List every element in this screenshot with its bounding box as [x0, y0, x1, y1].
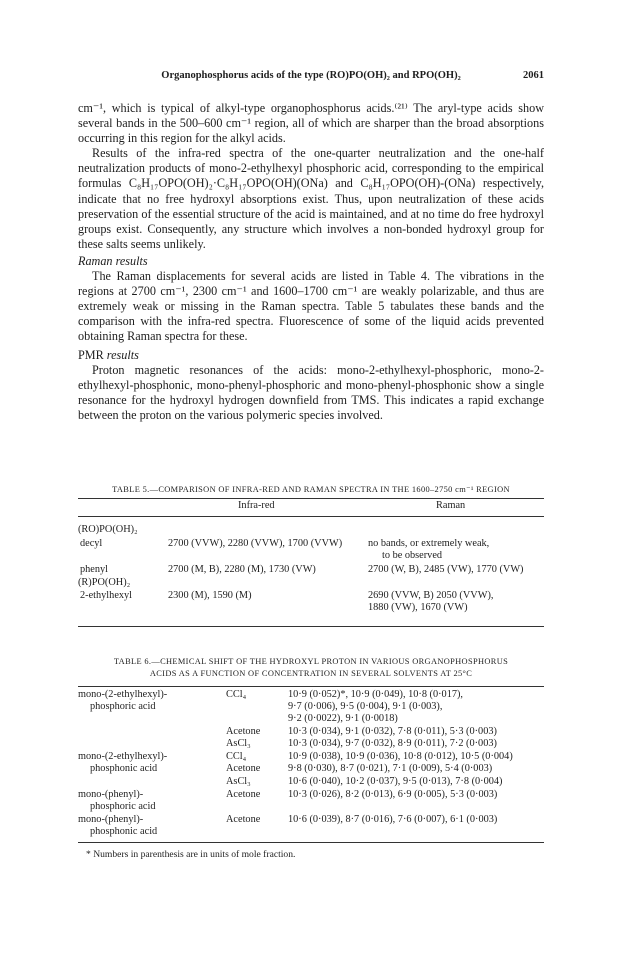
table-row	[78, 801, 544, 813]
table6-cell-acid: phosphoric acid	[90, 701, 156, 712]
table6-cell-solvent: AsCl₃	[226, 738, 251, 749]
table6-cell-shifts: 10·6 (0·039), 8·7 (0·016), 7·6 (0·007), 6·1 (0·003)	[288, 814, 498, 825]
table6-cell-acid: phosphonic acid	[90, 826, 158, 837]
table6-caption-line2: ACIDS AS A FUNCTION OF CONCENTRATION IN SEVERAL SOLVENTS AT 25°C	[149, 669, 473, 678]
body-text	[78, 101, 544, 423]
table6-cell-acid: mono-(phenyl)-	[78, 814, 144, 825]
table-row	[78, 751, 544, 763]
paragraph-4: Proton magnetic resonances of the acids: mono-2-ethylhexyl-phosphoric, mono-2-ethylhexyl-phosphonic, mono-phenyl-phosphoric and mono-phenyl-phosphonic show a single resonance for the hydroxyl hydrogen downfield from TMS. This indicates a rapid exchange between the proton on the various polymeric species involved.	[78, 362, 544, 422]
table5-top-rule	[78, 498, 544, 499]
table-row	[78, 826, 544, 838]
running-title: Organophosphorus acids of the type (RO)PO(OH)₂ and RPO(OH)₂	[161, 70, 461, 81]
section-heading-pmr	[78, 348, 544, 363]
table6-cell-acid: phosphonic acid	[90, 763, 158, 774]
table-row	[78, 726, 544, 738]
table5-cell-raman-cont: to be observed	[382, 550, 443, 561]
table6-cell-solvent: Acetone	[226, 814, 261, 825]
table5-col-raman: Raman	[436, 500, 466, 511]
table6-cell-solvent: CCl₄	[226, 751, 247, 762]
table5-cell-raman: 2700 (W, B), 2485 (VW), 1770 (VW)	[368, 564, 524, 575]
table-row	[78, 776, 544, 788]
table-row	[78, 763, 544, 775]
table6-cell-shifts: 9·7 (0·006), 9·5 (0·004), 9·1 (0·003),	[288, 701, 443, 712]
table-row	[78, 814, 544, 826]
table6-cell-solvent: Acetone	[226, 789, 261, 800]
table5-cell-ir: 2700 (VVW), 2280 (VVW), 1700 (VVW)	[168, 538, 343, 549]
table5-cell-name: 2-ethylhexyl	[80, 590, 133, 601]
table6-cell-shifts: 10·3 (0·034), 9·1 (0·032), 7·8 (0·011), 5·3 (0·003)	[288, 726, 497, 737]
table6-cell-acid: mono-(2-ethylhexyl)-	[78, 689, 168, 700]
table6-cell-shifts: 10·3 (0·026), 8·2 (0·013), 6·9 (0·005), 5·3 (0·003)	[288, 789, 498, 800]
section-heading-raman: Raman results	[78, 253, 148, 268]
table6-cell-shifts: 10·9 (0·038), 10·9 (0·036), 10·8 (0·012), 10·5 (0·004)	[288, 751, 513, 762]
table6-cell-solvent: CCl₄	[226, 689, 247, 700]
table6-caption-line1: TABLE 6.—CHEMICAL SHIFT OF THE HYDROXYL PROTON IN VARIOUS ORGANOPHOSPHORUS	[113, 657, 509, 666]
table6-caption	[78, 656, 544, 680]
table6-bottom-rule	[78, 842, 544, 843]
table6-cell-solvent: AsCl₃	[226, 776, 251, 787]
table6-cell-acid: mono-(2-ethylhexyl)-	[78, 751, 168, 762]
table5-bottom-rule	[78, 626, 544, 627]
table6-cell-shifts: 10·9 (0·052)*, 10·9 (0·049), 10·8 (0·017),	[288, 689, 464, 700]
table5-cell-name: phenyl	[80, 564, 109, 575]
pmr-heading-a: PMR	[78, 347, 107, 362]
table6-cell-shifts: 10·6 (0·040), 10·2 (0·037), 9·5 (0·013), 7·8 (0·004)	[288, 776, 503, 787]
table5-cell-raman-cont: 1880 (VW), 1670 (VW)	[368, 602, 468, 613]
table5-cell-ir: 2700 (M, B), 2280 (M), 1730 (VW)	[168, 564, 316, 575]
table5-cell-ir: 2300 (M), 1590 (M)	[168, 590, 252, 601]
table-row	[78, 701, 544, 713]
table6-footnote: * Numbers in parenthesis are in units of mole fraction.	[86, 849, 296, 860]
table6-cell-shifts: 9·8 (0·030), 8·7 (0·021), 7·1 (0·009), 5·4 (0·003)	[288, 763, 493, 774]
table5-cell-raman: 2690 (VVW, B) 2050 (VVW),	[368, 590, 494, 601]
table5-group-2: (R)PO(OH)₂	[78, 577, 131, 588]
table-row	[78, 789, 544, 801]
table5-cell-raman: no bands, or extremely weak,	[368, 538, 490, 549]
table6-cell-solvent: Acetone	[226, 726, 261, 737]
paragraph-1: cm⁻¹, which is typical of alkyl-type organophosphorus acids.⁽²¹⁾ The aryl-type acids show several bands in the 500–600 cm⁻¹ region, all of which are sharper than the broad absorptions occurring in this region for the alkyl acids.	[78, 101, 544, 146]
table5-cell-name: decyl	[80, 538, 103, 549]
table6-cell-shifts: 9·2 (0·0022), 9·1 (0·0018)	[288, 713, 398, 724]
running-header	[78, 70, 544, 86]
table6-cell-shifts: 10·3 (0·034), 9·7 (0·032), 8·9 (0·011), 7·2 (0·003)	[288, 738, 497, 749]
table5-header-rule	[78, 516, 544, 517]
paragraph-2: Results of the infra-red spectra of the one-quarter neutralization and the one-half neutralization products of mono-2-ethylhexyl phosphoric acid, corresponding to the empirical formulas C₈H₁₇OPO(OH)₂·C₈H₁₇OPO(OH)(ONa) and C₈H₁₇OPO(OH)-(ONa) respectively, indicate that no free hydroxyl absorptions exist. Thus, upon neutralization of these acids preservation of the essential structure of the acid is maintained, and at no time do free hydroxyl groups exist. Consequently, any structure which involves a non-bonded hydroxyl group for these salts seems unlikely.	[78, 146, 544, 251]
table5-caption: TABLE 5.—COMPARISON OF INFRA-RED AND RAMAN SPECTRA IN THE 1600–2750 cm⁻¹ REGION	[112, 485, 510, 494]
table6-cell-acid: phosphoric acid	[90, 801, 156, 812]
table6-top-rule	[78, 686, 544, 687]
table5-col-ir: Infra-red	[238, 500, 275, 511]
table-row	[78, 713, 544, 725]
paragraph-3: The Raman displacements for several acids are listed in Table 4. The vibrations in the regions at 2700 cm⁻¹, 2300 cm⁻¹ and 1600–1700 cm⁻¹ are weakly polarizable, and thus are extremely weak or missing in the Raman spectra. Table 5 tabulates these bands and the comparison with the infra-red spectra. Fluorescence of some of the liquid acids prevented obtaining Raman spectra for these.	[78, 269, 544, 344]
pmr-heading-b: results	[106, 347, 139, 362]
page-number: 2061	[523, 70, 544, 81]
table5-group-1: (RO)PO(OH)₂	[78, 524, 138, 535]
table-row	[78, 689, 544, 701]
table6-cell-acid: mono-(phenyl)-	[78, 789, 144, 800]
table-row	[78, 738, 544, 750]
table6-cell-solvent: Acetone	[226, 763, 261, 774]
